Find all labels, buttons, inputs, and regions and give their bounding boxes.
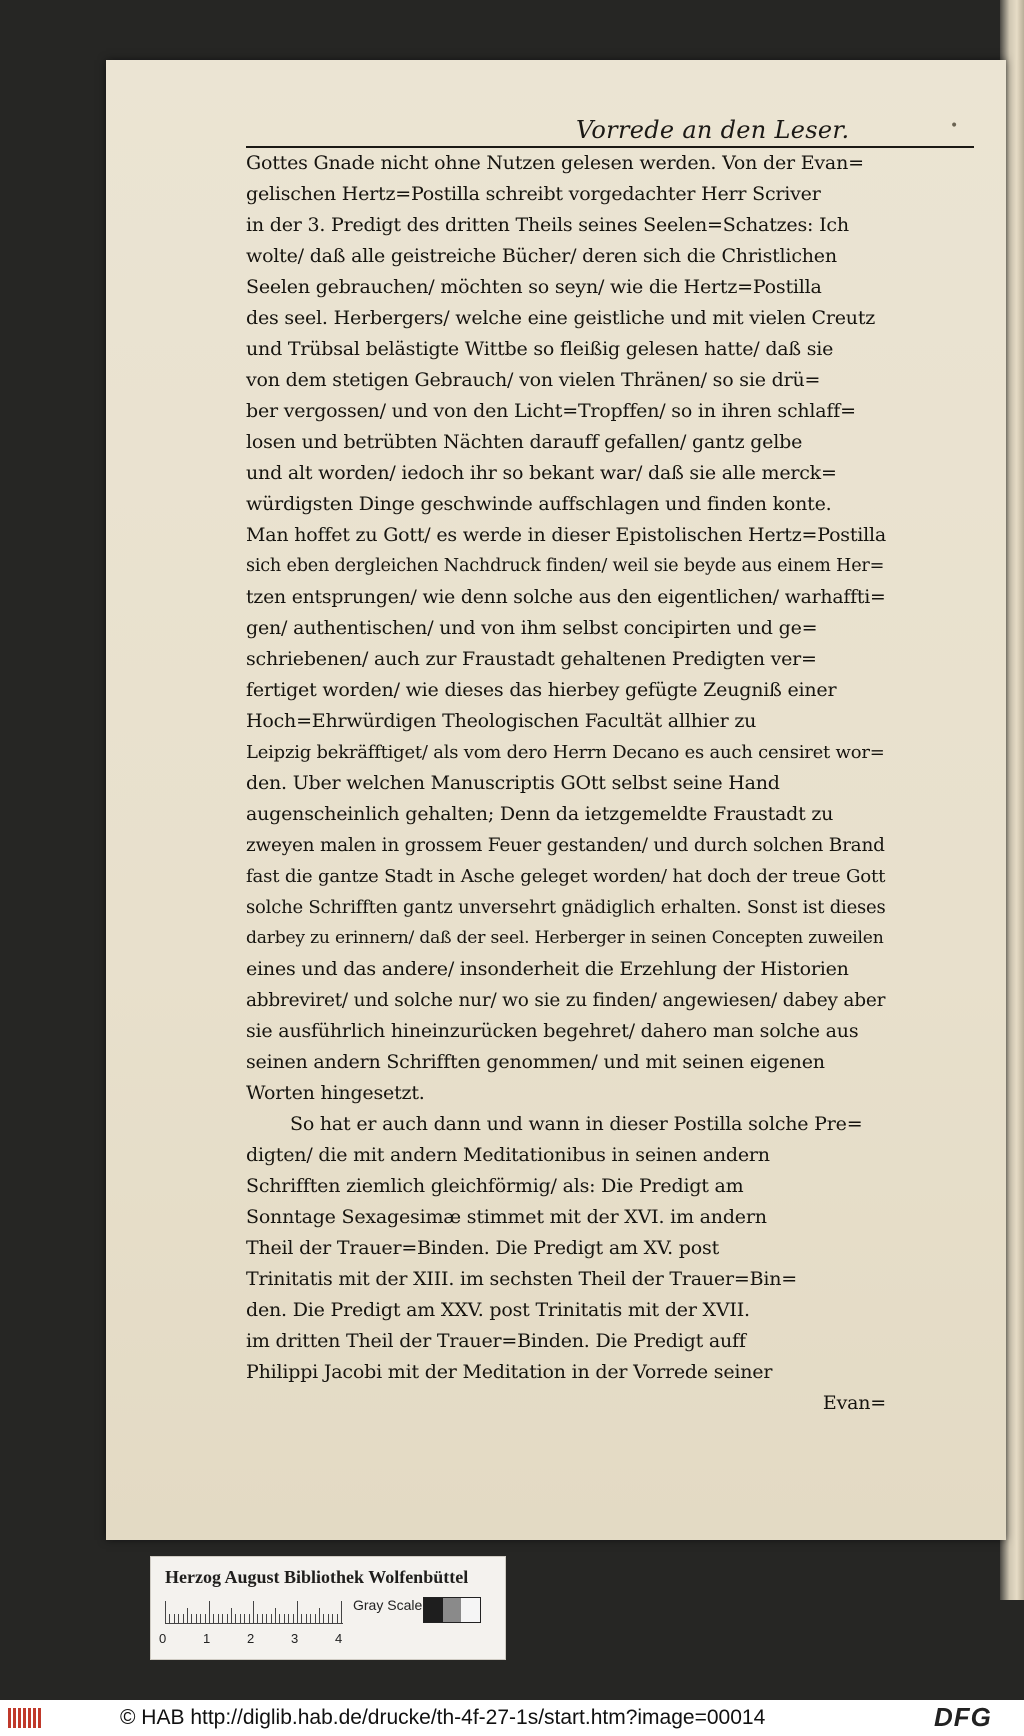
ruler-number: 1	[203, 1631, 211, 1646]
book-page	[106, 60, 1006, 1540]
ruler-tick	[284, 1614, 285, 1623]
text-line: digten/ die mit andern Meditationibus in seinen andern	[246, 1144, 770, 1166]
text-line: ber vergossen/ und von den Licht=Tropffen/ so in ihren schlaff=	[246, 400, 856, 422]
text-line: schriebenen/ auch zur Fraustadt gehaltenen Predigten ver=	[246, 648, 817, 670]
text-line: eines und das andere/ insonderheit die Erzehlung der Historien	[246, 958, 849, 980]
text-line: den. Uber welchen Manuscriptis GOtt selbst seine Hand	[246, 772, 780, 794]
running-header	[246, 116, 974, 146]
text-line: Hoch=Ehrwürdigen Theologischen Facultät allhier zu	[246, 710, 757, 732]
ruler-tick	[266, 1614, 267, 1623]
ruler-tick	[205, 1614, 206, 1623]
ruler-tick	[306, 1614, 307, 1623]
ruler-number: 2	[247, 1631, 255, 1646]
ruler-tick	[271, 1614, 272, 1623]
hab-logo-icon	[6, 1704, 46, 1732]
footer-url[interactable]: © HAB http://diglib.hab.de/drucke/th-4f-27-1s/start.htm?image=00014	[120, 1706, 766, 1729]
text-line: und Trübsal belästigte Wittbe so fleißig gelesen hatte/ daß sie	[246, 338, 834, 360]
ruler-tick	[222, 1614, 223, 1623]
text-line: in der 3. Predigt des dritten Theils seines Seelen=Schatzes: Ich	[246, 214, 849, 236]
gray-swatch	[461, 1598, 480, 1622]
text-line: Trinitatis mit der XIII. im sechsten Theil der Trauer=Bin=	[246, 1268, 797, 1290]
ruler-tick	[213, 1614, 214, 1623]
ruler-tick	[323, 1614, 324, 1623]
text-line: von dem stetigen Gebrauch/ von vielen Thränen/ so sie drü=	[246, 369, 821, 391]
ink-spot-icon: •	[950, 118, 959, 134]
text-line: gelischen Hertz=Postilla schreibt vorgedachter Herr Scriver	[246, 183, 821, 205]
scale-card	[150, 1556, 506, 1660]
ruler-tick	[328, 1614, 329, 1623]
ruler-number: 4	[335, 1631, 343, 1646]
gray-swatch	[424, 1598, 443, 1622]
ruler-tick	[178, 1614, 179, 1623]
text-line: darbey zu erinnern/ daß der seel. Herberger in seinen Concepten zuweilen	[246, 928, 884, 948]
text-line: fertiget worden/ wie dieses das hierbey gefügte Zeugniß einer	[246, 679, 837, 701]
ruler-tick	[293, 1614, 294, 1623]
ruler	[165, 1597, 343, 1624]
text-line: Philippi Jacobi mit der Meditation in der Vorrede seiner	[246, 1361, 773, 1383]
ruler-tick	[183, 1614, 184, 1623]
text-line: Evan=	[822, 1392, 886, 1414]
ruler-tick	[218, 1614, 219, 1623]
text-line: tzen entsprungen/ wie denn solche aus den eigentlichen/ warhaffti=	[246, 587, 886, 608]
text-line: den. Die Predigt am XXV. post Trinitatis mit der XVII.	[246, 1299, 750, 1321]
ruler-number: 0	[159, 1631, 167, 1646]
text-line: seinen andern Schrifften genommen/ und mit seinen eigenen	[246, 1051, 825, 1073]
ruler-numbers	[159, 1631, 359, 1647]
text-line: Seelen gebrauchen/ möchten so seyn/ wie die Hertz=Postilla	[246, 276, 822, 298]
ruler-tick	[315, 1614, 316, 1623]
ruler-tick	[169, 1614, 170, 1623]
ruler-tick	[257, 1614, 258, 1623]
ruler-tick	[187, 1608, 188, 1623]
text-line: zweyen malen in grossem Feuer gestanden/ und durch solchen Brand	[246, 835, 885, 856]
text-line: im dritten Theil der Trauer=Binden. Die Predigt auff	[246, 1330, 746, 1352]
text-line: gen/ authentischen/ und von ihm selbst concipirten und ge=	[246, 617, 818, 639]
ruler-tick	[253, 1601, 254, 1623]
text-line: des seel. Herbergers/ welche eine geistliche und mit vielen Creutz	[246, 307, 876, 329]
text-line: und alt worden/ iedoch ihr so bekant war/ daß sie alle merck=	[246, 462, 837, 484]
text-line: Sonntage Sexagesimæ stimmet mit der XVI. im andern	[246, 1206, 767, 1228]
text-line: Gottes Gnade nicht ohne Nutzen gelesen werden. Von der Evan=	[246, 152, 864, 174]
text-line: wolte/ daß alle geistreiche Bücher/ deren sich die Christlichen	[246, 245, 837, 267]
text-line: augenscheinlich gehalten; Denn da ietzgemeldte Fraustadt zu	[246, 803, 834, 825]
text-line: Schrifften ziemlich gleichförmig/ als: Die Predigt am	[246, 1175, 744, 1197]
body-text	[246, 148, 886, 1419]
ruler-tick	[174, 1614, 175, 1623]
ruler-tick	[235, 1614, 236, 1623]
ruler-tick	[209, 1601, 210, 1623]
text-line: solche Schrifften gantz unversehrt gnädiglich erhalten. Sonst ist dieses	[246, 897, 886, 918]
text-line: würdigsten Dinge geschwinde auffschlagen und finden konte.	[246, 493, 832, 515]
text-line: So hat er auch dann und wann in dieser Postilla solche Pre=	[290, 1113, 863, 1135]
ruler-tick	[244, 1614, 245, 1623]
ruler-tick	[240, 1614, 241, 1623]
ruler-tick	[337, 1614, 338, 1623]
text-line: fast die gantze Stadt in Asche geleget worden/ hat doch der treue Gott	[246, 866, 886, 887]
ruler-tick	[249, 1614, 250, 1623]
ruler-tick	[165, 1601, 166, 1623]
ruler-tick	[332, 1614, 333, 1623]
dfg-logo: DFG	[934, 1702, 992, 1732]
text-line: Worten hingesetzt.	[246, 1082, 425, 1104]
ruler-tick	[231, 1608, 232, 1623]
text-line: abbreviret/ und solche nur/ wo sie zu finden/ angewiesen/ dabey aber	[246, 990, 886, 1011]
ruler-tick	[191, 1614, 192, 1623]
ruler-tick	[227, 1614, 228, 1623]
header-title: Vorrede an den Leser.	[576, 116, 850, 144]
library-name: Herzog August Bibliothek Wolfenbüttel	[165, 1567, 469, 1587]
ruler-tick	[196, 1614, 197, 1623]
ruler-tick	[310, 1614, 311, 1623]
gray-swatch	[443, 1598, 462, 1622]
ruler-tick	[341, 1601, 342, 1623]
text-line: Man hoffet zu Gott/ es werde in dieser Epistolischen Hertz=Postilla	[246, 524, 887, 546]
ruler-tick	[288, 1614, 289, 1623]
ruler-tick	[275, 1608, 276, 1623]
ruler-tick	[279, 1614, 280, 1623]
ruler-tick	[200, 1614, 201, 1623]
gray-scale-label: Gray Scale	[353, 1597, 423, 1613]
text-line: losen und betrübten Nächten darauff gefallen/ gantz gelbe	[246, 431, 803, 453]
ruler-number: 3	[291, 1631, 299, 1646]
text-line: sie ausführlich hineinzurücken begehret/ dahero man solche aus	[246, 1020, 859, 1042]
footer-bar	[0, 1700, 1024, 1736]
ruler-tick	[297, 1601, 298, 1623]
text-line: Leipzig bekräfftiget/ als vom dero Herrn Decano es auch censiret wor=	[246, 742, 885, 763]
gray-scale-swatches	[423, 1597, 481, 1623]
text-line: sich eben dergleichen Nachdruck finden/ weil sie beyde aus einem Her=	[246, 556, 885, 576]
ruler-tick	[262, 1614, 263, 1623]
ruler-tick	[319, 1608, 320, 1623]
ruler-tick	[301, 1614, 302, 1623]
text-line: Theil der Trauer=Binden. Die Predigt am XV. post	[246, 1237, 719, 1259]
